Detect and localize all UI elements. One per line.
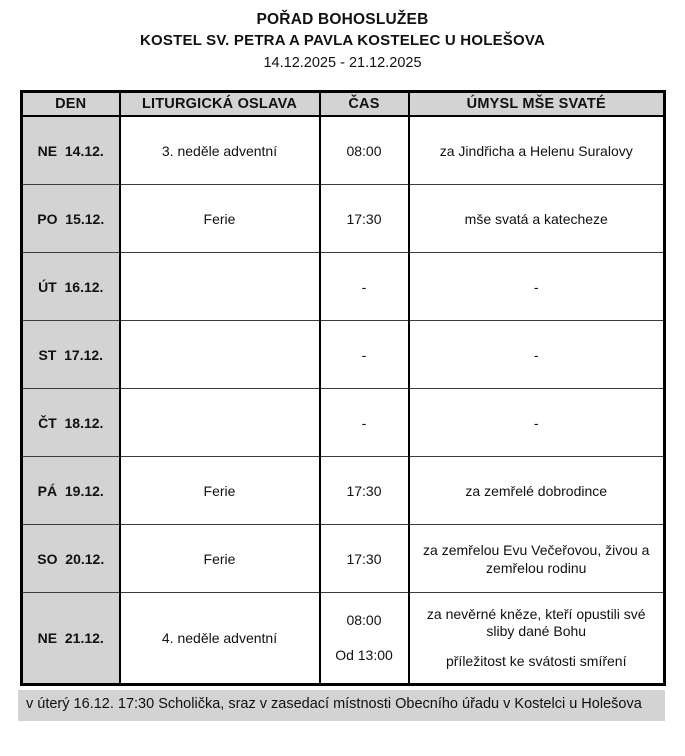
intention-cell: za nevěrné kněze, kteří opustili své sliby dané Bohu příležitost ke svátosti smíření xyxy=(409,593,665,685)
celebration-cell: 3. neděle adventní xyxy=(120,116,320,185)
day-cell: SO 20.12. xyxy=(22,525,120,593)
intention-cell: - xyxy=(409,389,665,457)
page-subtitle: KOSTEL SV. PETRA A PAVLA KOSTELEC U HOLEŠOVA xyxy=(140,32,545,49)
intention-cell: za Jindřicha a Helenu Suralovy xyxy=(409,116,665,185)
page-title: POŘAD BOHOSLUŽEB xyxy=(256,11,429,28)
celebration-cell xyxy=(120,321,320,389)
table-row xyxy=(22,253,665,321)
day-cell: PO 15.12. xyxy=(22,185,120,253)
time-cell: 17:30 xyxy=(320,457,409,525)
time-cell: - xyxy=(320,389,409,457)
intention-cell: za zemřelou Evu Večeřovou, živou a zemřelou rodinu xyxy=(409,525,665,593)
day-cell: NE 21.12. xyxy=(22,593,120,685)
table-row xyxy=(22,525,665,593)
day-cell: ST 17.12. xyxy=(22,321,120,389)
day-cell: ÚT 16.12. xyxy=(22,253,120,321)
table-row xyxy=(22,185,665,253)
celebration-cell: Ferie xyxy=(120,525,320,593)
day-cell: ČT 18.12. xyxy=(22,389,120,457)
time-cell: - xyxy=(320,321,409,389)
footer-note: v úterý 16.12. 17:30 Scholička, sraz v zasedací místnosti Obecního úřadu v Kostelci u Holešova xyxy=(18,690,665,721)
celebration-cell: 4. neděle adventní xyxy=(120,593,320,685)
column-header-day: DEN xyxy=(22,92,120,117)
mass-schedule-table xyxy=(20,90,666,686)
table-row xyxy=(22,321,665,389)
intention-cell: - xyxy=(409,321,665,389)
celebration-cell xyxy=(120,389,320,457)
column-header-time: ČAS xyxy=(320,92,409,117)
time-cell: - xyxy=(320,253,409,321)
time-cell: 17:30 xyxy=(320,185,409,253)
table-header-row xyxy=(22,92,665,117)
intention-cell: mše svatá a katecheze xyxy=(409,185,665,253)
column-header-celebration: LITURGICKÁ OSLAVA xyxy=(120,92,320,117)
document-header xyxy=(0,0,685,73)
column-header-intention: ÚMYSL MŠE SVATÉ xyxy=(409,92,665,117)
intention-cell: - xyxy=(409,253,665,321)
time-cell: 08:00 Od 13:00 xyxy=(320,593,409,685)
celebration-cell: Ferie xyxy=(120,457,320,525)
day-cell: PÁ 19.12. xyxy=(22,457,120,525)
table-row xyxy=(22,457,665,525)
table-row xyxy=(22,389,665,457)
celebration-cell xyxy=(120,253,320,321)
time-cell: 08:00 xyxy=(320,116,409,185)
celebration-cell: Ferie xyxy=(120,185,320,253)
time-cell: 17:30 xyxy=(320,525,409,593)
table-row xyxy=(22,116,665,185)
date-range: 14.12.2025 - 21.12.2025 xyxy=(263,55,422,71)
table-row xyxy=(22,593,665,685)
intention-cell: za zemřelé dobrodince xyxy=(409,457,665,525)
day-cell: NE 14.12. xyxy=(22,116,120,185)
